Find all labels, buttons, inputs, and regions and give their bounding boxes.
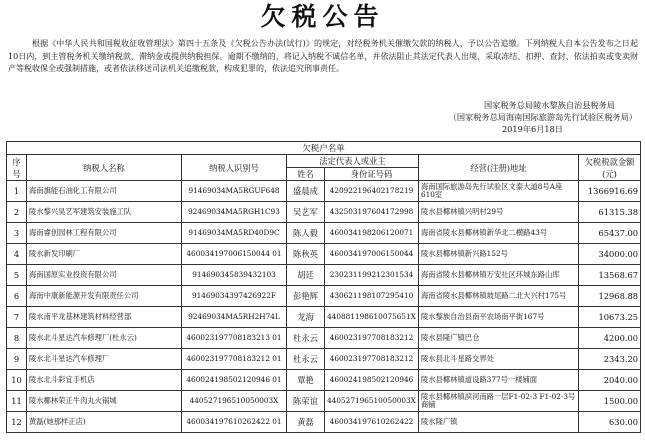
cell-seq: 11 (7, 391, 27, 412)
cell-amount: 61315.38 (579, 202, 641, 223)
cell-taxpayer-name: 陵水北斗星达汽车修理厂 (27, 349, 182, 370)
cell-rep-name: 覃艳 (287, 370, 325, 391)
cell-amount: 1500.00 (579, 391, 641, 412)
cell-seq: 10 (7, 370, 27, 391)
cell-tax-id: 92469034MA5RH2H74L (182, 307, 287, 328)
table-row (7, 307, 641, 328)
header-rep-name: 姓名 (287, 168, 325, 181)
cell-taxpayer-name: 黄磊(她那样正店) (27, 412, 182, 433)
cell-address: 陵水县椰林镇兴明村29号 (419, 202, 579, 223)
cell-rep-name: 彭艳辉 (287, 286, 325, 307)
table-body (7, 181, 641, 433)
cell-address: 海南省陵水县椰林镇坡尾路二北大兴村175号 (419, 286, 579, 307)
cell-rep-name: 杜永云 (287, 328, 325, 349)
cell-taxpayer-name: 陵水北斗彩宜手机店 (27, 370, 182, 391)
notice-body: 根据《中华人民共和国税收征收管理法》第四十五条及《欠税公告办法(试行)》的规定，对经税务机关催缴欠款的纳税人，予以公告追缴。下列纳税人自本公告发布之日起10日内，到主管税务机关缴纳税款，滞纳金或提供纳税担保。逾期不缴纳的，将记入纳税不诚信名单，并依法阻止其法定代表人出境，采取冻结、扣押、查封、依法拍卖或变卖财产等税收保全或强制措施，或者依法移送司法机关追缴税款，构成犯罪的，依法追究刑事责任。 (8, 39, 638, 73)
cell-seq: 1 (7, 181, 27, 202)
cell-rep-id: 460023197708183212 (325, 349, 419, 370)
cell-tax-id: 460024198502120946 01 (182, 370, 287, 391)
table-row (7, 181, 641, 202)
cell-rep-id: 430621198107295410 (325, 286, 419, 307)
cell-tax-id: 91469034397426922F (182, 286, 287, 307)
cell-amount: 4200.00 (579, 328, 641, 349)
cell-seq: 5 (7, 265, 27, 286)
header-name: 纳税人名称 (27, 155, 182, 181)
table-row (7, 391, 641, 412)
cell-rep-name: 盛晨成 (287, 181, 325, 202)
table-row (7, 328, 641, 349)
header-tax-id: 纳税人识别号 (182, 155, 287, 181)
cell-address: 海南省陵水县椰林镇万安社区环城东路山库 (419, 265, 579, 286)
table-row (7, 244, 641, 265)
cell-amount: 630.00 (579, 412, 641, 433)
cell-rep-name: 陈秋英 (287, 244, 325, 265)
cell-rep-name: 陈荣谊 (287, 391, 325, 412)
table-caption: 欠税户名单 (7, 142, 641, 155)
header-seq: 序号 (7, 155, 27, 181)
cell-address: 陵水县椰林镇新兴路152号 (419, 244, 579, 265)
table-row (7, 370, 641, 391)
table-row (7, 223, 641, 244)
cell-rep-id: 460023197708183212 (325, 328, 419, 349)
cell-seq: 8 (7, 328, 27, 349)
cell-rep-name: 胡廷 (287, 265, 325, 286)
cell-address: 陵水县北斗星路交界处 (419, 349, 579, 370)
table-row (7, 202, 641, 223)
cell-tax-id: 460023197708183213 01 (182, 328, 287, 349)
cell-tax-id: 460034197610262422 01 (182, 412, 287, 433)
issue-date: 2019年6月18日 (501, 124, 563, 134)
cell-seq: 4 (7, 244, 27, 265)
cell-amount: 13568.67 (579, 265, 641, 286)
cell-taxpayer-name: 陵水黎兴昊艺军建筑安装施工队 (27, 202, 182, 223)
cell-amount: 1366916.69 (579, 181, 641, 202)
cell-rep-id: 460034197610262422 (325, 412, 419, 433)
cell-address: 海南国际旅游岛先行试验区文泰大道8号A座610室 (419, 181, 579, 202)
cell-seq: 12 (7, 412, 27, 433)
cell-taxpayer-name: 陵水北斗星达汽车修理厂(杜永云) (27, 328, 182, 349)
cell-taxpayer-name: 海南旗能石油化工有限公司 (27, 181, 182, 202)
cell-rep-id: 460034198206120071 (325, 223, 419, 244)
table-row (7, 286, 641, 307)
issuer-name-alt: （国家税务总局海南国际旅游岛先行试验区税务局） (448, 112, 637, 122)
cell-rep-id: 230231199212301534 (325, 265, 419, 286)
header-address: 经营(注册)地址 (419, 155, 579, 181)
cell-address: 海南省陵水县椰林镇新华北二横路43号 (419, 223, 579, 244)
cell-rep-name: 黄磊 (287, 412, 325, 433)
cell-taxpayer-name: 陵水南平龙基林建筑材料经营部 (27, 307, 182, 328)
cell-rep-id: 440527196510050003X (325, 391, 419, 412)
cell-tax-id: 91469034MA5RGUF648 (182, 181, 287, 202)
cell-seq: 9 (7, 349, 27, 370)
table-row (7, 265, 641, 286)
cell-address: 陵水县椰林镇滨河南路一层F1-02-3 F1-02-3号商铺 (419, 391, 579, 412)
cell-amount: 2343.20 (579, 349, 641, 370)
cell-tax-id: 914690345839432103 (182, 265, 287, 286)
cell-address: 陵水黎族自治县南平农场南平街167号 (419, 307, 579, 328)
table-row (7, 412, 641, 433)
table-row (7, 349, 641, 370)
cell-rep-id: 420922196402178219 (325, 181, 419, 202)
cell-tax-id: 440527196510050003X (182, 391, 287, 412)
cell-amount: 10673.25 (579, 307, 641, 328)
issuer-name: 国家税务总局陵水黎族自治县税务局 (483, 100, 615, 110)
cell-address: 陵水县椰林镇道设路377号一楼铺面 (419, 370, 579, 391)
cell-seq: 7 (7, 307, 27, 328)
cell-rep-name: 陈人毅 (287, 223, 325, 244)
header-rep-id: 身份证号码 (325, 168, 419, 181)
cell-seq: 6 (7, 286, 27, 307)
cell-rep-id: 460024198502120946 (325, 370, 419, 391)
cell-address: 陵水隆广镇 (419, 412, 579, 433)
cell-rep-id: 440881198610075651X (325, 307, 419, 328)
cell-taxpayer-name: 海南国原实业投资有限公司 (27, 265, 182, 286)
cell-tax-id: 460034197006150044 01 (182, 244, 287, 265)
cell-seq: 2 (7, 202, 27, 223)
cell-tax-id: 460023197708183212 01 (182, 349, 287, 370)
cell-tax-id: 92469034MA5RGH1C93 (182, 202, 287, 223)
cell-rep-name: 杜永云 (287, 349, 325, 370)
cell-taxpayer-name: 海南睿创园林工程有限公司 (27, 223, 182, 244)
cell-amount: 34000.00 (579, 244, 641, 265)
cell-address: 陵水县隆广镇巴仓 (419, 328, 579, 349)
cell-taxpayer-name: 陵水椰林荣正牛肉丸火锅城 (27, 391, 182, 412)
cell-rep-id: 432503197604172998 (325, 202, 419, 223)
cell-amount: 2040.00 (579, 370, 641, 391)
cell-rep-id: 460034197006150044 (325, 244, 419, 265)
notice-title: 欠税公告 (260, 2, 385, 31)
arrears-table (6, 141, 641, 433)
cell-rep-name: 吴艺军 (287, 202, 325, 223)
header-legal-rep: 法定代表人或业主 (287, 155, 419, 168)
cell-seq: 3 (7, 223, 27, 244)
header-amount: 欠税税款金额(元) (579, 155, 641, 181)
cell-amount: 65437.00 (579, 223, 641, 244)
cell-tax-id: 91469034MA5RD40D9C (182, 223, 287, 244)
cell-taxpayer-name: 海南中康新能源开发有限责任公司 (27, 286, 182, 307)
cell-amount: 12968.88 (579, 286, 641, 307)
cell-rep-name: 龙海 (287, 307, 325, 328)
cell-taxpayer-name: 陵水新发印刷厂 (27, 244, 182, 265)
